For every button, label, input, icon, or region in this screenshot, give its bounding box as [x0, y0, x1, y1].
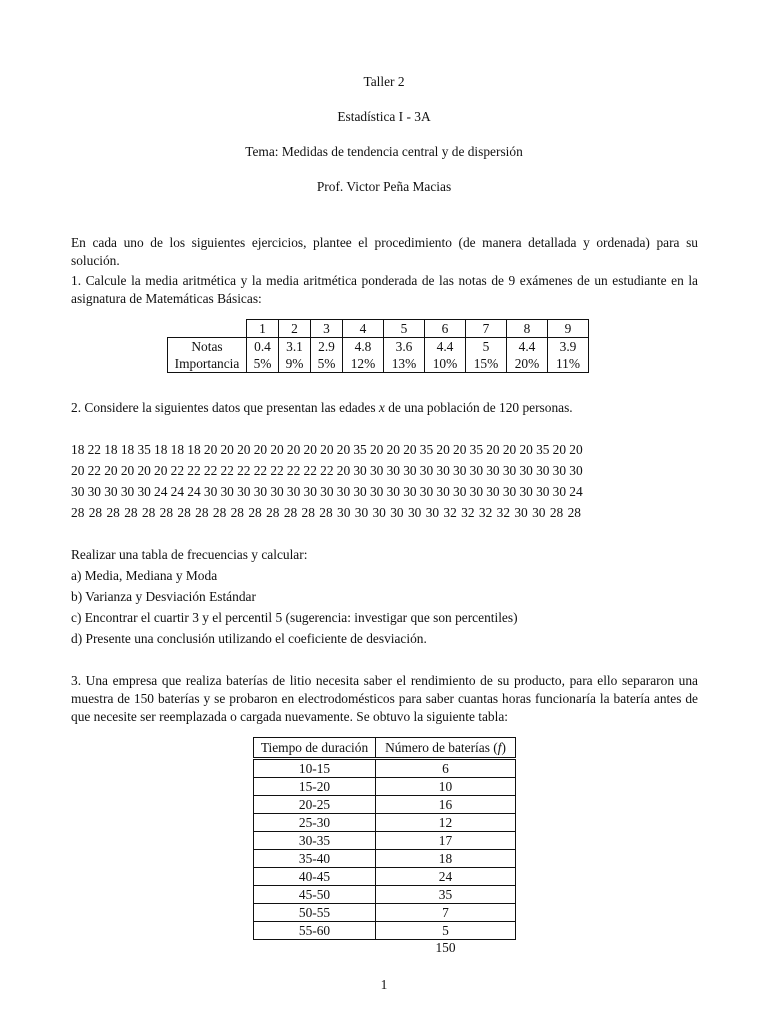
age-value: 30: [552, 463, 567, 478]
age-value: 30: [220, 484, 234, 499]
age-value: 30: [532, 505, 546, 520]
interval-cell: 30-35: [254, 832, 376, 850]
age-value: 35: [419, 442, 434, 457]
task-item: d) Presente una conclusión utilizando el coeficiente de desviación.: [71, 631, 427, 646]
total-row: [254, 940, 516, 957]
age-value: 30: [270, 484, 284, 499]
count-cell: 10: [376, 778, 516, 796]
age-value: 20: [137, 463, 151, 478]
age-value: 28: [195, 505, 209, 520]
age-value: 30: [337, 505, 351, 520]
age-value: 30: [469, 484, 484, 499]
age-value: 28: [230, 505, 244, 520]
professor-line: Prof. Victor Peña Macias: [316, 179, 452, 194]
age-value: 20: [386, 442, 400, 457]
count-cell: 17: [376, 832, 516, 850]
exercise-2-text: [71, 400, 573, 416]
table-row: [254, 904, 516, 922]
age-value: 28: [301, 505, 315, 520]
age-value: 30: [519, 463, 533, 478]
table-row: [254, 778, 516, 796]
age-value: 30: [419, 463, 434, 478]
variable-f: f: [497, 739, 502, 755]
age-value: 28: [106, 505, 120, 520]
age-value: 28: [88, 505, 103, 520]
age-value: 22: [170, 463, 185, 478]
age-value: 22: [220, 463, 234, 478]
importancia-row: [168, 355, 589, 373]
tasks-intro: Realizar una tabla de frecuencias y calcular:: [71, 547, 308, 562]
age-value: 30: [369, 484, 384, 499]
age-value: 24: [187, 484, 201, 499]
age-value: 18: [170, 442, 185, 457]
age-value: 20: [453, 442, 467, 457]
age-value: 30: [369, 463, 384, 478]
table-corner: [168, 320, 247, 338]
exercise-2-text-before: 2. Considere la siguientes datos que presentan las edades: [71, 400, 379, 415]
interval-cell: 25-30: [254, 814, 376, 832]
age-value: 20: [320, 442, 334, 457]
nota-value: 3.9: [548, 338, 589, 356]
age-value: 20: [286, 442, 301, 457]
task-item: a) Media, Mediana y Moda: [71, 568, 218, 583]
count-cell: 16: [376, 796, 516, 814]
nota-value: 4.4: [507, 338, 548, 356]
age-value: 30: [237, 484, 251, 499]
age-value: 30: [71, 484, 85, 499]
age-value: 20: [120, 463, 135, 478]
task-item: b) Varianza y Desviación Estándar: [71, 589, 256, 604]
age-value: 30: [569, 463, 583, 478]
nota-value: 4.4: [425, 338, 466, 356]
age-value: 24: [170, 484, 185, 499]
intro-paragraph: En cada uno de los siguientes ejercicios, plantee el procedimiento (de manera detallada y ordenada) para su solución.: [71, 235, 698, 268]
age-value: 18: [71, 442, 85, 457]
age-value: 18: [187, 442, 201, 457]
table-row: [254, 886, 516, 904]
age-value: 30: [203, 484, 218, 499]
ages-data-row: [71, 484, 583, 500]
exam-number: 1: [247, 320, 279, 338]
age-value: 30: [403, 463, 417, 478]
exam-number: 7: [466, 320, 507, 338]
age-value: 30: [536, 463, 550, 478]
exam-number: 9: [548, 320, 589, 338]
age-value: 30: [303, 484, 317, 499]
table-row: [254, 832, 516, 850]
age-value: 28: [212, 505, 227, 520]
exam-number: 4: [343, 320, 384, 338]
age-value: 22: [286, 463, 301, 478]
table-row: [254, 759, 516, 778]
exam-number: 5: [384, 320, 425, 338]
page-number: 1: [380, 977, 388, 992]
ages-data-row: [71, 463, 583, 479]
grades-header-row: [168, 320, 589, 338]
age-value: 20: [71, 463, 85, 478]
nota-value: 4.8: [343, 338, 384, 356]
importancia-value: 5%: [311, 355, 343, 373]
nota-value: 3.1: [279, 338, 311, 356]
age-value: 30: [403, 484, 417, 499]
age-value: 22: [87, 463, 101, 478]
age-value: 30: [372, 505, 386, 520]
task-item: c) Encontrar el cuartir 3 y el percentil 5 (sugerencia: investigar que son percentiles): [71, 610, 518, 625]
age-value: 30: [87, 484, 101, 499]
interval-cell: 15-20: [254, 778, 376, 796]
interval-cell: 55-60: [254, 922, 376, 940]
age-value: 30: [120, 484, 135, 499]
duration-header: Tiempo de duración: [254, 738, 376, 759]
count-header-after: ): [501, 739, 506, 755]
age-value: 30: [453, 463, 467, 478]
age-value: 18: [104, 442, 118, 457]
age-value: 32: [461, 505, 475, 520]
age-value: 22: [87, 442, 101, 457]
age-value: 20: [220, 442, 234, 457]
age-value: 20: [104, 463, 118, 478]
age-value: 20: [519, 442, 533, 457]
age-value: 20: [552, 442, 567, 457]
age-value: 30: [519, 484, 533, 499]
age-value: 30: [386, 484, 400, 499]
ages-data-row: [71, 442, 583, 458]
age-value: 30: [386, 463, 400, 478]
age-value: 30: [502, 484, 517, 499]
age-value: 30: [320, 484, 334, 499]
age-value: 20: [336, 463, 351, 478]
age-value: 20: [369, 442, 384, 457]
importancia-label: Importancia: [168, 355, 247, 373]
total-spacer: [254, 940, 376, 957]
age-value: 20: [569, 442, 583, 457]
interval-cell: 40-45: [254, 868, 376, 886]
importancia-value: 9%: [279, 355, 311, 373]
age-value: 20: [336, 442, 351, 457]
age-value: 30: [469, 463, 484, 478]
age-value: 30: [353, 484, 367, 499]
importancia-value: 11%: [548, 355, 589, 373]
age-value: 30: [453, 484, 467, 499]
age-value: 20: [253, 442, 268, 457]
age-value: 30: [407, 505, 422, 520]
age-value: 28: [159, 505, 174, 520]
age-value: 32: [478, 505, 493, 520]
importancia-value: 20%: [507, 355, 548, 373]
age-value: 30: [253, 484, 268, 499]
age-value: 20: [502, 442, 517, 457]
exercise-2-text-after: de una población de 120 personas.: [384, 400, 573, 415]
nota-value: 2.9: [311, 338, 343, 356]
battery-header-row: [254, 738, 516, 759]
age-value: 20: [203, 442, 218, 457]
age-value: 22: [237, 463, 251, 478]
count-cell: 35: [376, 886, 516, 904]
importancia-value: 15%: [466, 355, 507, 373]
importancia-value: 5%: [247, 355, 279, 373]
exam-number: 2: [279, 320, 311, 338]
importancia-value: 13%: [384, 355, 425, 373]
table-row: [254, 850, 516, 868]
age-value: 22: [253, 463, 268, 478]
age-value: 28: [177, 505, 191, 520]
nota-value: 0.4: [247, 338, 279, 356]
age-value: 30: [486, 484, 500, 499]
age-value: 28: [319, 505, 333, 520]
topic-line: Tema: Medidas de tendencia central y de dispersión: [245, 144, 523, 159]
total-value: 150: [435, 940, 456, 955]
age-value: 30: [502, 463, 517, 478]
age-value: 35: [536, 442, 550, 457]
age-value: 30: [419, 484, 434, 499]
interval-cell: 50-55: [254, 904, 376, 922]
age-value: 28: [549, 505, 564, 520]
age-value: 35: [137, 442, 151, 457]
count-cell: 18: [376, 850, 516, 868]
table-row: [254, 922, 516, 940]
battery-table: [253, 737, 516, 956]
age-value: 28: [71, 505, 85, 520]
age-value: 22: [270, 463, 284, 478]
importancia-value: 12%: [343, 355, 384, 373]
age-value: 24: [154, 484, 168, 499]
course-name: Estadística I - 3A: [337, 109, 431, 124]
exam-number: 3: [311, 320, 343, 338]
age-value: 28: [567, 505, 581, 520]
age-value: 20: [303, 442, 317, 457]
age-value: 28: [124, 505, 138, 520]
age-value: 18: [120, 442, 135, 457]
nota-value: 5: [466, 338, 507, 356]
count-cell: 7: [376, 904, 516, 922]
age-value: 28: [141, 505, 156, 520]
interval-cell: 20-25: [254, 796, 376, 814]
interval-cell: 10-15: [254, 759, 376, 778]
age-value: 20: [154, 463, 168, 478]
age-value: 30: [436, 463, 450, 478]
count-cell: 12: [376, 814, 516, 832]
age-value: 28: [248, 505, 262, 520]
importancia-value: 10%: [425, 355, 466, 373]
age-value: 28: [283, 505, 298, 520]
age-value: 30: [390, 505, 404, 520]
age-value: 32: [496, 505, 511, 520]
age-value: 20: [270, 442, 284, 457]
age-value: 22: [320, 463, 334, 478]
age-value: 20: [436, 442, 450, 457]
age-value: 30: [354, 505, 369, 520]
age-value: 18: [154, 442, 168, 457]
age-value: 35: [469, 442, 484, 457]
age-value: 30: [514, 505, 528, 520]
age-value: 30: [552, 484, 567, 499]
age-value: 30: [486, 463, 500, 478]
exam-number: 8: [507, 320, 548, 338]
age-value: 30: [336, 484, 351, 499]
notas-row: [168, 338, 589, 356]
age-value: 28: [266, 505, 280, 520]
age-value: 30: [353, 463, 367, 478]
age-value: 20: [486, 442, 500, 457]
count-header: [376, 738, 516, 759]
table-row: [254, 814, 516, 832]
nota-value: 3.6: [384, 338, 425, 356]
age-value: 20: [237, 442, 251, 457]
document-title: Taller 2: [363, 74, 405, 89]
age-value: 22: [187, 463, 201, 478]
exercise-3-text: 3. Una empresa que realiza baterías de litio necesita saber el rendimiento de su producto, para ello separaron una muestra de 150 baterías y se probaron en electrodomésticos para saber cuantas horas funcionaría la batería antes de que necesite ser reemplazada o cargada nuevamente. Se obtuvo la siguiente tabla:: [71, 673, 698, 724]
age-value: 30: [536, 484, 550, 499]
age-value: 30: [425, 505, 440, 520]
interval-cell: 35-40: [254, 850, 376, 868]
age-value: 24: [569, 484, 583, 499]
grades-table: [167, 319, 589, 373]
age-value: 20: [403, 442, 417, 457]
age-value: 30: [104, 484, 118, 499]
exam-number: 6: [425, 320, 466, 338]
age-value: 32: [443, 505, 457, 520]
count-header-before: Número de baterías (: [385, 739, 498, 755]
age-value: 22: [303, 463, 317, 478]
count-cell: 6: [376, 759, 516, 778]
exercise-1-text: 1. Calcule la media aritmética y la media aritmética ponderada de las notas de 9 exámenes de un estudiante en la asignatura de Matemáticas Básicas:: [71, 273, 698, 306]
variable-x: x: [378, 400, 385, 415]
table-row: [254, 868, 516, 886]
battery-rows: [254, 759, 516, 940]
age-value: 35: [353, 442, 367, 457]
count-cell: 24: [376, 868, 516, 886]
age-value: 30: [286, 484, 301, 499]
interval-cell: 45-50: [254, 886, 376, 904]
count-cell: 5: [376, 922, 516, 940]
table-row: [254, 796, 516, 814]
age-value: 22: [203, 463, 218, 478]
notas-label: Notas: [168, 338, 247, 356]
age-value: 30: [436, 484, 450, 499]
ages-data-row: [71, 505, 581, 521]
age-value: 30: [137, 484, 151, 499]
